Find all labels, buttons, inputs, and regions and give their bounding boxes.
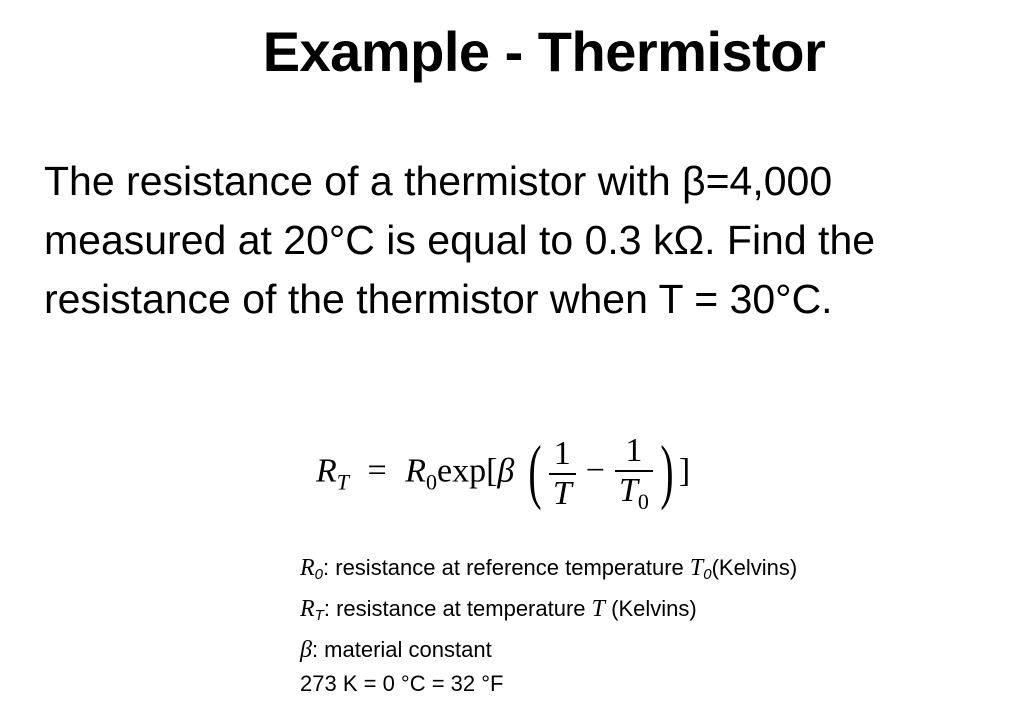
r0-subscript: 0 [426,469,437,495]
legend-item-beta [300,633,797,667]
fraction-one-over-t [549,434,576,512]
fraction-2-denominator [615,472,653,513]
problem-line-3: resistance of the thermistor when T = 30°C. [44,276,833,322]
minus-sign: − [585,452,605,490]
legend-r0-tail: (Kelvins) [711,555,798,580]
legend-r0-sub: 0 [314,566,324,583]
legend-beta-text: : material constant [311,637,492,662]
right-paren: ) [660,430,674,511]
t0-symbol: T [618,472,638,509]
legend-item-conversion: 273 K = 0 °C = 32 °F [300,671,504,696]
rt-symbol: R [316,452,337,490]
exp-open: exp[ [437,452,498,490]
legend-rt-tail: (Kelvins) [605,596,697,621]
rt-subscript: T [336,469,350,495]
problem-line-1: The resistance of a thermistor with β=4,000 [44,158,833,204]
left-paren: ( [528,430,542,511]
legend-rt-text: : resistance at temperature [323,596,592,621]
legend-rt-symbol: R [300,596,315,622]
legend-t0-sub: 0 [703,566,712,583]
fraction-one-over-t0 [615,434,653,513]
thermistor-equation [316,430,691,514]
slide-title: Example - Thermistor [262,20,826,83]
legend-item-r0 [300,551,797,592]
fraction-1-numerator: 1 [553,434,571,472]
variable-legend [300,551,797,701]
problem-statement [44,152,1004,329]
problem-line-2: measured at 20°C is equal to 0.3 kΩ. Find the [44,217,876,263]
r0-symbol: R [405,452,426,490]
equals-sign: = [367,452,387,490]
legend-beta-symbol: β [300,637,312,663]
legend-rt-sub: T [314,607,324,624]
exp-close: ] [678,452,691,490]
legend-t-symbol: T [591,596,605,622]
fraction-2-numerator: 1 [625,432,643,469]
legend-item-rt [300,592,797,633]
legend-r0-symbol: R [300,555,315,581]
fraction-1-denominator: T [552,474,572,512]
beta-symbol: β [497,452,515,490]
legend-r0-text: : resistance at reference temperature [323,555,690,580]
legend-t0-symbol: T [689,555,704,581]
t0-subscript: 0 [637,489,649,514]
